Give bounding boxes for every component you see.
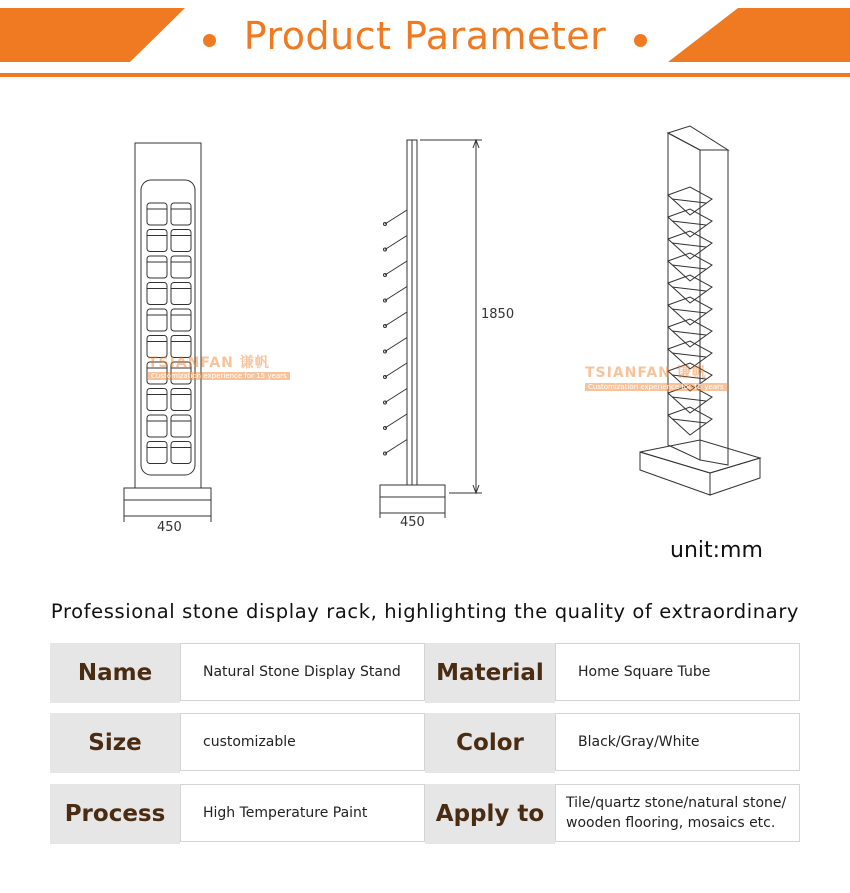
spec-value: Black/Gray/White — [555, 713, 800, 771]
front-view-drawing — [124, 143, 211, 522]
tile-holder — [171, 203, 191, 225]
side-width-label: 450 — [400, 515, 425, 530]
spec-value: High Temperature Paint — [180, 784, 425, 842]
height-label: 1850 — [481, 307, 515, 322]
page-title: Product Parameter — [243, 14, 607, 58]
tile-holder — [171, 230, 191, 252]
technical-drawings — [0, 100, 850, 580]
hook — [385, 440, 407, 454]
watermark-tagline: Customization experience for 15 years — [148, 372, 290, 380]
tile-holder — [171, 309, 191, 331]
watermark-cn-2: 谦帆 — [676, 365, 707, 381]
spec-label: Apply to — [425, 784, 555, 844]
tile-holder — [171, 389, 191, 411]
rack-bar — [672, 199, 706, 203]
rack-bar — [672, 397, 706, 401]
hook — [385, 236, 407, 250]
perspective-view-drawing — [640, 126, 760, 495]
tile-holder — [147, 309, 167, 331]
watermark-cn: 谦帆 — [239, 355, 270, 371]
spec-label: Process — [50, 784, 180, 844]
tile-holder — [171, 283, 191, 305]
front-width-label: 450 — [157, 520, 182, 535]
hook — [385, 389, 407, 403]
spec-value: Natural Stone Display Stand — [180, 643, 425, 701]
spec-value: Tile/quartz stone/natural stone/ wooden flooring, mosaics etc. — [555, 784, 800, 842]
spec-label: Material — [425, 643, 555, 703]
tile-holder — [171, 415, 191, 437]
tile-holder — [171, 442, 191, 464]
hook — [385, 363, 407, 377]
tile-holder — [171, 256, 191, 278]
hook — [385, 338, 407, 352]
spec-label: Name — [50, 643, 180, 703]
spec-label: Size — [50, 713, 180, 773]
side-view-drawing — [380, 140, 482, 518]
spec-value: customizable — [180, 713, 425, 771]
hook — [385, 210, 407, 224]
rack-bar — [672, 265, 706, 269]
hook — [385, 261, 407, 275]
tile-holder — [147, 230, 167, 252]
bullet-dot-right — [634, 34, 647, 47]
watermark-text: TSIANFAN — [148, 355, 234, 371]
header-banner — [0, 0, 850, 80]
watermark-logo — [148, 352, 270, 372]
spec-value: Home Square Tube — [555, 643, 800, 701]
rack-bar — [672, 287, 706, 291]
tile-holder — [147, 256, 167, 278]
tile-holder — [147, 442, 167, 464]
hook — [385, 312, 407, 326]
tile-holder — [147, 415, 167, 437]
tile-holder — [147, 283, 167, 305]
watermark-text-2: TSIANFAN — [585, 365, 671, 381]
unit-label: unit:mm — [670, 538, 763, 563]
rack-bar — [672, 309, 706, 313]
rack-bar — [672, 243, 706, 247]
watermark-tagline-2: Customization experience for 15 years — [585, 383, 727, 391]
spec-row — [50, 713, 800, 773]
spec-row — [50, 784, 800, 844]
spec-label: Color — [425, 713, 555, 773]
rack-bar — [672, 419, 706, 423]
watermark-logo-2 — [585, 362, 707, 382]
tile-holder — [147, 203, 167, 225]
hook — [385, 287, 407, 301]
hook — [385, 414, 407, 428]
rack-bar — [672, 331, 706, 335]
headline: Professional stone display rack, highlighting the quality of extraordinary — [50, 600, 800, 623]
rack-bar — [672, 353, 706, 357]
rack-bar — [672, 221, 706, 225]
tile-holder — [147, 389, 167, 411]
spec-row — [50, 643, 800, 703]
